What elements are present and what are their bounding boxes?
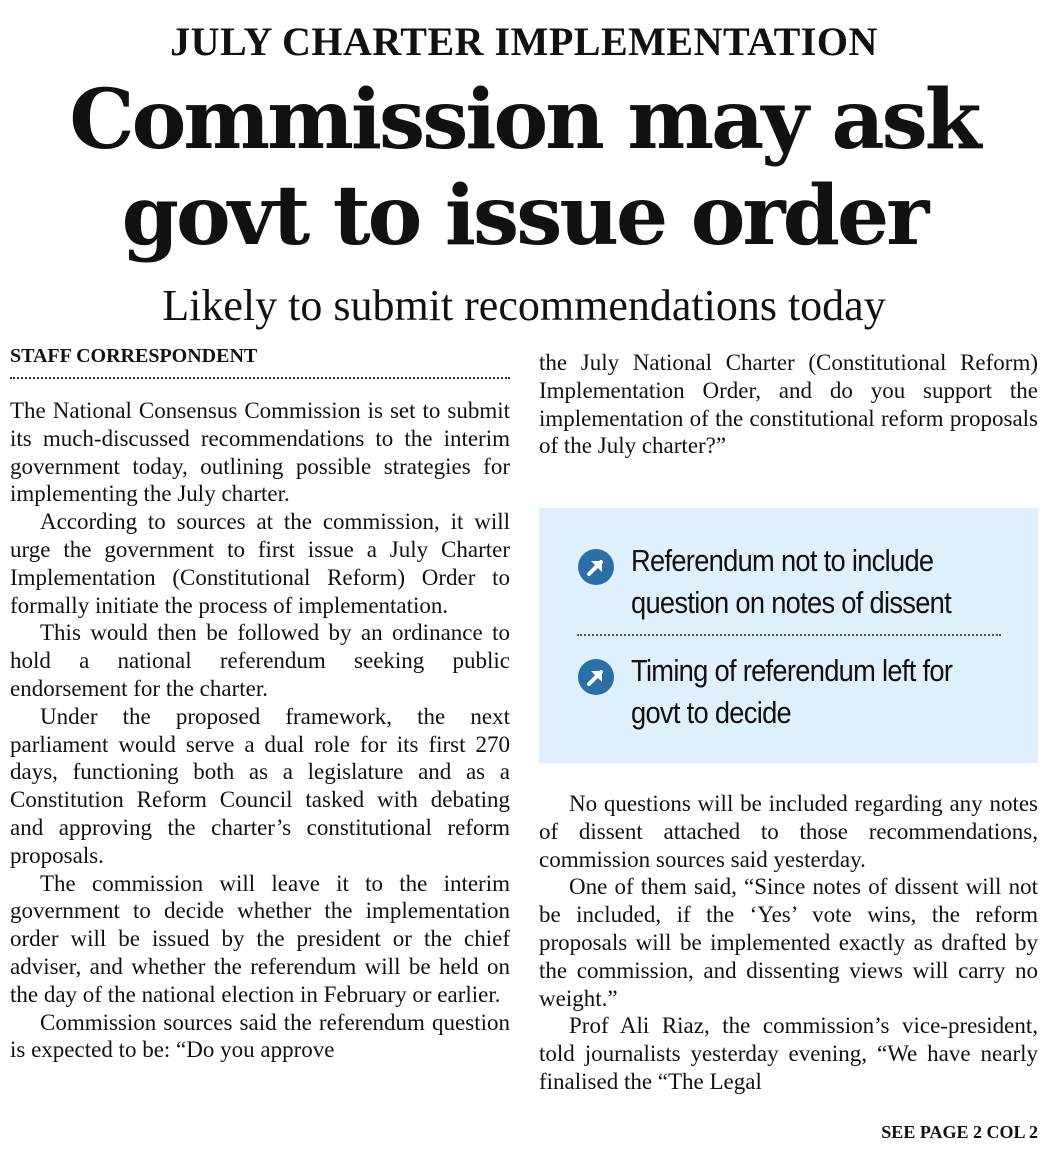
headline-line-2: govt to issue order — [121, 168, 927, 264]
highlight-line: Referendum not to include — [631, 543, 934, 578]
paragraph: the July National Charter (Constitutional Reform) Implementation Order, and do you support the implementation of the constitutional reform proposals of the July charter?” — [539, 350, 1038, 459]
highlight-box — [539, 508, 1038, 763]
highlight-line: question on notes of dissent — [631, 585, 952, 620]
kicker: JULY CHARTER IMPLEMENTATION — [170, 19, 878, 64]
paragraph: This would then be followed by an ordinance to hold a national referendum seeking public endorsement for the charter. — [10, 620, 510, 701]
paragraph: The commission will leave it to the interim government to decide whether the implementation order will be issued by the president or the chief adviser, and whether the referendum will be held on the day of the national election in February or earlier. — [10, 870, 510, 1007]
right-column-bottom — [539, 790, 1038, 1096]
right-column-top — [539, 349, 1038, 460]
headline — [0, 72, 1048, 264]
paragraph: According to sources at the commission, it will urge the government to first issue a July Charter Implementation (Constitutional Reform) Order to formally initiate the process of implementation. — [10, 509, 510, 618]
highlight-divider — [577, 634, 1001, 636]
highlight-line: govt to decide — [631, 695, 792, 730]
paragraph: The National Consensus Commission is set to submit its much-discussed recommendations to the interim government today, outlining possible strategies for implementing the July charter. — [10, 398, 510, 507]
headline-line-1: Commission may ask — [69, 72, 979, 168]
left-column — [10, 397, 510, 1064]
paragraph: One of them said, “Since notes of dissent will not be included, if the ‘Yes’ vote wins, the reform proposals will be implemented exactly as drafted by the commission, and dissenting views will carry no weight.” — [539, 874, 1038, 1011]
highlight-text — [631, 540, 951, 624]
arrow-circle-icon — [577, 548, 615, 586]
paragraph: Prof Ali Riaz, the commission’s vice-president, told journalists yesterday evening, “We have nearly finalised the “The Legal — [539, 1013, 1038, 1094]
highlight-line: Timing of referendum left for — [631, 653, 953, 688]
highlight-item — [577, 650, 1000, 734]
arrow-circle-icon — [577, 658, 615, 696]
paragraph: Commission sources said the referendum question is expected to be: “Do you approve — [10, 1009, 510, 1063]
highlight-text — [631, 650, 952, 734]
byline: STAFF CORRESPONDENT — [10, 343, 510, 379]
paragraph: Under the proposed framework, the next parliament would serve a dual role for its first 270 days, functioning both as a legislature and as a Constitution Reform Council tasked with debating and approving the charter’s constitutional reform proposals. — [10, 703, 510, 868]
highlight-item — [577, 540, 1000, 624]
paragraph: No questions will be included regarding any notes of dissent attached to those recommendations, commission sources said yesterday. — [539, 791, 1038, 872]
jump-line: SEE PAGE 2 COL 2 — [881, 1122, 1038, 1142]
subheadline: Likely to submit recommendations today — [162, 281, 886, 330]
